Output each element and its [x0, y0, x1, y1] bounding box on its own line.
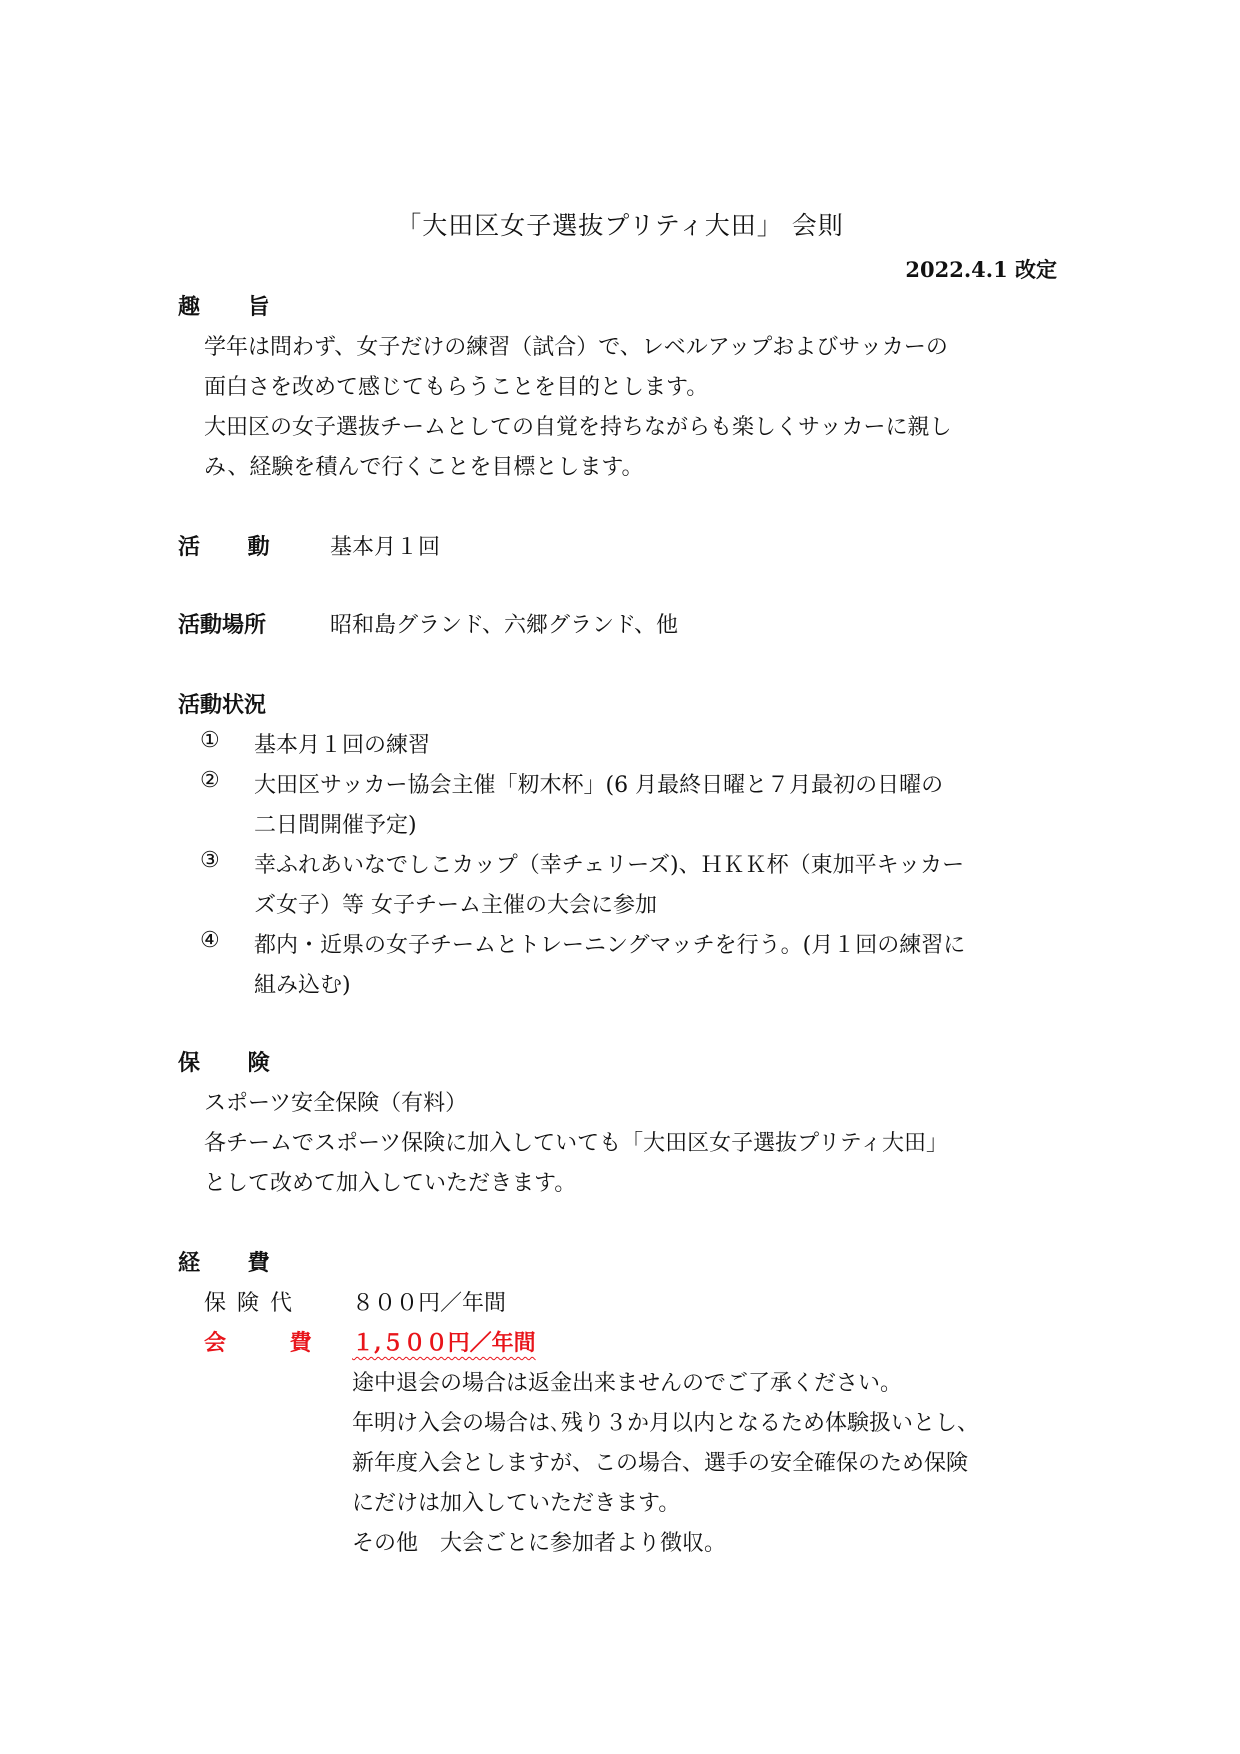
status-item-line: 基本月１回の練習 — [254, 733, 431, 758]
purpose-heading: 趣 旨 — [178, 294, 290, 320]
status-item-line: ズ女子）等 女子チーム主催の大会に参加 — [254, 893, 657, 918]
status-item-number: ④ — [200, 928, 220, 953]
status-item-number: ② — [200, 768, 220, 793]
purpose-line-3: 大田区の女子選抜チームとしての自覚を持ちながらも楽しくサッカーに親し — [204, 415, 952, 440]
expense-note: その他 大会ごとに参加者より徴収。 — [352, 1531, 727, 1556]
expense-note: 新年度入会としますが、この場合、選手の安全確保のため保険 — [352, 1451, 969, 1476]
status-item-line: 二日間開催予定) — [254, 813, 417, 838]
expense-note: にだけは加入していただきます。 — [352, 1491, 681, 1516]
status-item-number: ③ — [200, 848, 220, 873]
status-item-line: 都内・近県の女子チームとトレーニングマッチを行う。(月１回の練習に — [254, 933, 966, 958]
location-heading: 活動場所 — [178, 612, 267, 638]
insurance-line-1: スポーツ安全保険（有料） — [204, 1091, 468, 1116]
status-item-line: 幸ふれあいなでしこカップ（幸チェリーズ)、ＨＫＫ杯（東加平キッカー — [254, 853, 965, 878]
membership-fee-label: 会 費 — [204, 1330, 340, 1356]
purpose-line-2: 面白さを改めて感じてもらうことを目的とします。 — [204, 375, 709, 400]
activity-heading: 活 動 — [178, 534, 290, 560]
status-item-line: 大田区サッカー協会主催「籾木杯」(6 月最終日曜と７月最初の日曜の — [254, 773, 944, 798]
membership-fee-value: １,５００円／年間 — [352, 1330, 536, 1356]
purpose-line-4: み、経験を積んで行くことを目標とします。 — [204, 455, 644, 480]
status-item-number: ① — [200, 728, 220, 753]
expenses-heading: 経 費 — [178, 1250, 290, 1276]
status-heading: 活動状況 — [178, 692, 267, 718]
status-item-line: 組み込む) — [254, 973, 351, 998]
insurance-fee-value: ８００円／年間 — [352, 1291, 507, 1316]
location-value: 昭和島グランド、六郷グランド、他 — [330, 613, 679, 638]
insurance-line-2: 各チームでスポーツ保険に加入していても「大田区女子選抜プリティ大田」 — [204, 1131, 949, 1156]
document-title: 「大田区女子選抜プリティ大田」 会則 — [396, 211, 844, 240]
insurance-heading: 保 険 — [178, 1050, 290, 1076]
expense-note: 途中退会の場合は返金出来ませんのでご了承ください。 — [352, 1371, 903, 1396]
revision-date: 2022.4.1 改定 — [905, 257, 1057, 282]
expense-note: 年明け入会の場合は､残り３か月以内となるため体験扱いとし、 — [352, 1411, 980, 1436]
insurance-fee-label: 保 険 代 — [204, 1291, 294, 1316]
purpose-line-1: 学年は問わず、女子だけの練習（試合）で、レベルアップおよびサッカーの — [204, 335, 948, 360]
activity-value: 基本月１回 — [330, 535, 441, 560]
insurance-line-3: として改めて加入していただきます。 — [204, 1171, 577, 1196]
